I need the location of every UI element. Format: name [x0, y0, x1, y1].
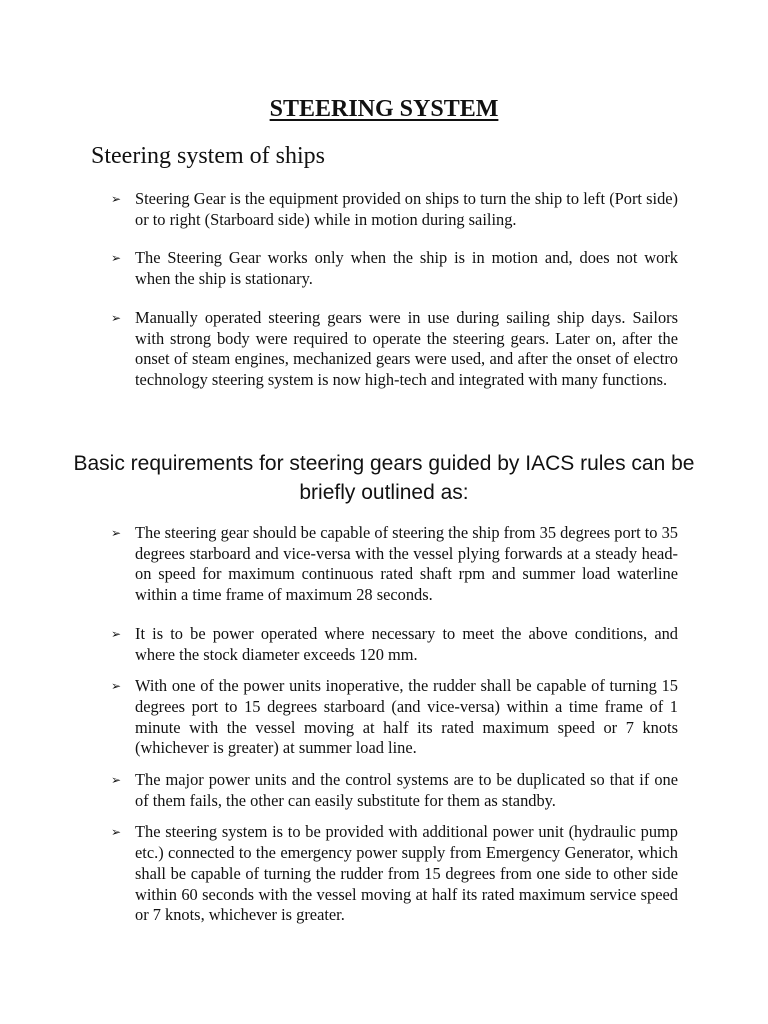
document-title: STEERING SYSTEM	[269, 96, 499, 122]
arrowhead-bullet-icon: ➢	[111, 679, 122, 694]
list-item-text: With one of the power units inoperative, the rudder shall be capable of turning 15 degrees port to 15 degrees starboard (and vice-versa) within a time frame of 1 minute with the vessel moving at half its rated maximum speed or 7 knots (whichever is greater) at summer load line.	[135, 676, 678, 758]
iacs-requirements-bullet-list	[0, 523, 768, 926]
list-item-text: Manually operated steering gears were in use during sailing ship days. Sailors with strong body were required to operate the steering gears. Later on, after the onset of steam engines, mechanized gears were used, and after the onset of electro technology steering system is now high-tech and integrated with many functions.	[135, 307, 678, 389]
arrowhead-bullet-icon: ➢	[111, 192, 122, 206]
list-item-text: The Steering Gear works only when the ship is in motion and, does not work when the ship is stationary.	[135, 248, 678, 289]
arrowhead-bullet-icon: ➢	[111, 626, 122, 641]
list-item	[0, 676, 768, 759]
list-item	[0, 770, 768, 811]
steering-system-bullet-list	[0, 189, 768, 391]
section-heading-steering-system: Steering system of ships	[91, 143, 325, 169]
arrowhead-bullet-icon: ➢	[111, 310, 122, 325]
arrowhead-bullet-icon: ➢	[111, 251, 122, 266]
section-heading-iacs-requirements: Basic requirements for steering gears guided by IACS rules can be briefly outlined as:	[73, 452, 695, 504]
list-item-text: The steering gear should be capable of steering the ship from 35 degrees port to 35 degrees starboard and vice-versa with the vessel plying forwards at a steady head-on speed for maximum continuous rated shaft rpm and summer load waterline within a time frame of maximum 28 seconds.	[135, 523, 678, 605]
list-item-text: It is to be power operated where necessary to meet the above conditions, and where the stock diameter exceeds 120 mm.	[135, 623, 678, 664]
arrowhead-bullet-icon: ➢	[111, 526, 122, 540]
list-item-text: The major power units and the control systems are to be duplicated so that if one of them fails, the other can easily substitute for them as standby.	[135, 770, 678, 810]
list-item-text: The steering system is to be provided with additional power unit (hydraulic pump etc.) connected to the emergency power supply from Emergency Generator, which shall be capable of turning the rudder from 15 degrees from one side to other side within 60 seconds with the vessel moving at half its rated maximum service speed or 7 knots, whichever is greater.	[135, 822, 678, 925]
list-item	[0, 248, 768, 289]
arrowhead-bullet-icon: ➢	[111, 825, 122, 840]
list-item	[0, 624, 768, 665]
arrowhead-bullet-icon: ➢	[111, 773, 122, 788]
list-item	[0, 189, 768, 230]
list-item	[0, 308, 768, 391]
list-item	[0, 523, 768, 606]
list-item	[0, 822, 768, 926]
list-item-text: Steering Gear is the equipment provided on ships to turn the ship to left (Port side) or to right (Starboard side) while in motion during sailing.	[135, 189, 678, 229]
